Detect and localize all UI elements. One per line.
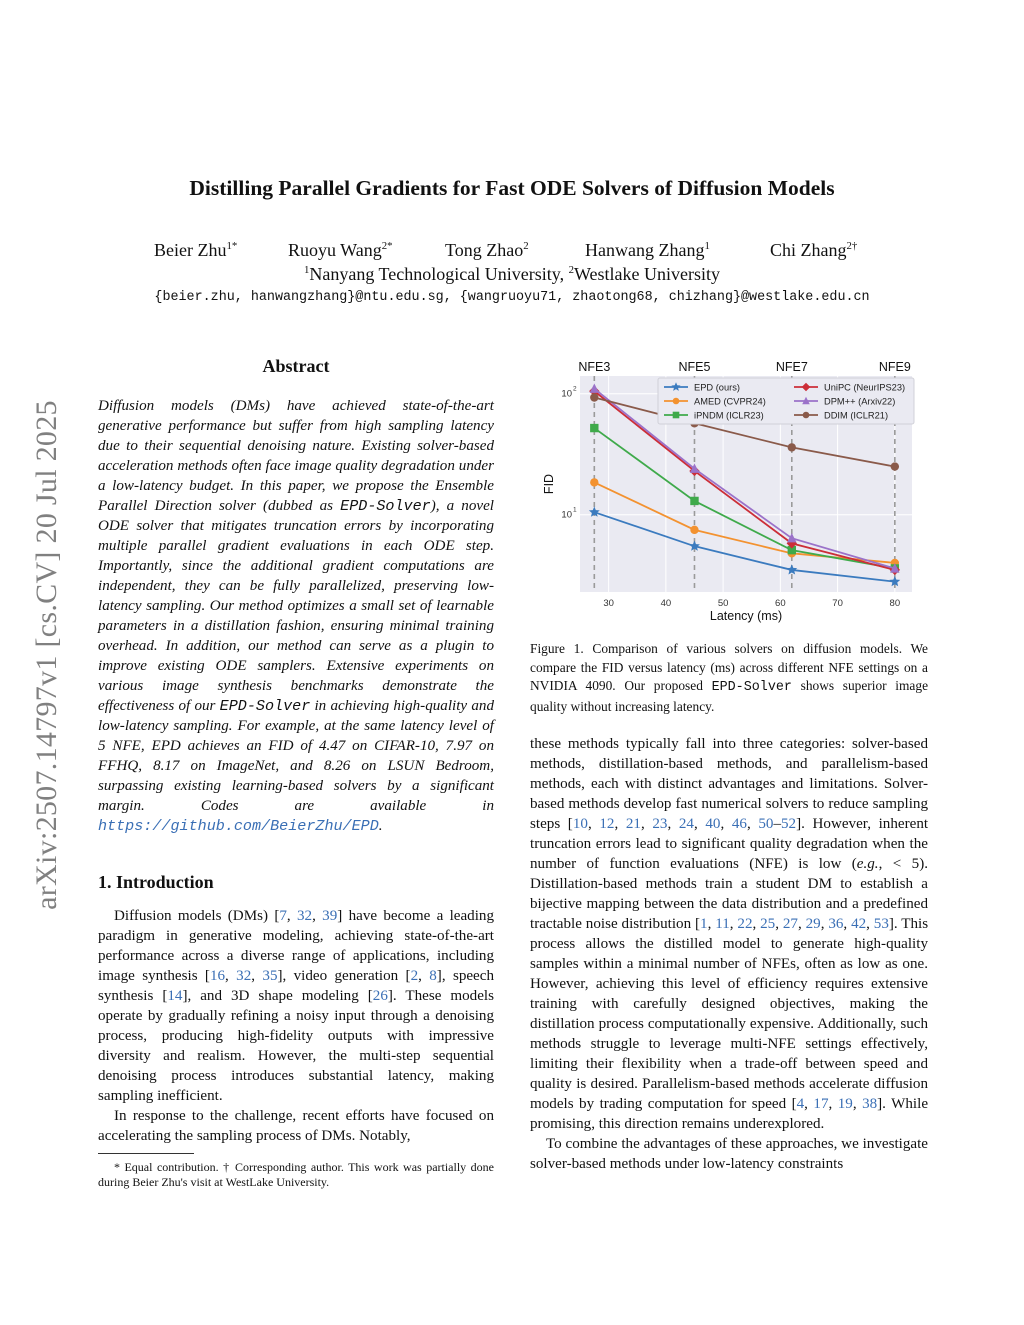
citation-link[interactable]: 24 bbox=[678, 816, 694, 832]
citation-link[interactable]: 8 bbox=[429, 968, 437, 984]
author: Hanwang Zhang$^1$ bbox=[585, 240, 710, 260]
citation-link[interactable]: 23 bbox=[652, 816, 668, 832]
legend-marker bbox=[673, 398, 680, 405]
footnote: * Equal contribution. † Corresponding author. This work was partially done during Beier Zhu's visit at WestLake University. bbox=[98, 1160, 494, 1189]
citation-link[interactable]: 29 bbox=[805, 916, 821, 932]
intro-paragraph: Diffusion models (DMs) [7, 32, 39] have become a leading paradigm in generative modeling, achieving state-of-the-art performance across a diverse range of applications, including image synthesis [16, 32, 35], video generation [2, 8], speech synthesis [14], and 3D shape modeling [26]. These models operate by gradually refining a noisy input through a denoising process, producing high-fidelity outputs with impressive diversity and realism. However, the multi-step sequential denoising process introduces substantial latency, making sampling inefficient. bbox=[98, 908, 495, 1104]
x-tick-label: 60 bbox=[775, 598, 786, 609]
chart-svg bbox=[540, 356, 920, 626]
nfe-label: NFE5 bbox=[678, 360, 711, 374]
right-column bbox=[530, 640, 928, 1174]
footnote-divider bbox=[98, 1153, 194, 1154]
citation-link[interactable]: 10 bbox=[572, 816, 588, 832]
author: Tong Zhao$^2$ bbox=[445, 240, 529, 260]
legend-label: EPD (ours) bbox=[694, 382, 740, 393]
legend-label: DDIM (ICLR21) bbox=[824, 410, 889, 421]
legend-label: AMED (CVPR24) bbox=[694, 396, 766, 407]
citation-link[interactable]: 17 bbox=[813, 1096, 829, 1112]
citation-link[interactable]: 32 bbox=[236, 968, 252, 984]
citation-link[interactable]: 39 bbox=[322, 908, 338, 924]
citation-link[interactable]: 1 bbox=[700, 916, 708, 932]
data-point bbox=[590, 393, 598, 401]
legend-marker bbox=[803, 412, 810, 419]
citation-link[interactable]: 35 bbox=[262, 968, 278, 984]
data-point bbox=[891, 462, 899, 470]
legend-marker bbox=[673, 412, 680, 419]
legend-label: DPM++ (Arxiv22) bbox=[824, 396, 896, 407]
y-tick-label: 10 bbox=[561, 388, 572, 400]
affiliations: $^1$Nanyang Technological University, $^2$Westlake University bbox=[304, 264, 720, 284]
citation-link[interactable]: 42 bbox=[851, 916, 867, 932]
figure-caption: Figure 1. Comparison of various solvers on diffusion models. We compare the FID versus latency (ms) across different NFE settings on a NVIDIA 4090. Our proposed EPD-Solver shows superior image quality without increasing latency. bbox=[530, 641, 929, 714]
x-tick-label: 80 bbox=[889, 598, 901, 609]
data-point bbox=[690, 497, 698, 505]
data-point bbox=[590, 424, 598, 432]
citation-link[interactable]: 7 bbox=[279, 908, 287, 924]
body-paragraph: these methods typically fall into three categories: solver-based methods, distillation-based methods, and parallelism-based methods, each with distinct advantages and limitations. Solver-based methods develop fast numerical solvers to reduce sampling steps [10, 12, 21, 23, 24, 40, 46, 50–52]. However, inherent truncation errors lead to significant quality degradation when the number of function evaluations (NFE) is low (e.g., < 5). Distillation-based methods train a student DM to establish a bijective mapping between the data distribution and a predefined tractable noise distribution [1, 11, 22, 25, 27, 29, 36, 42, 53]. This process allows the distilled model to generate high-quality samples within a minimal number of NFEs, often as low as one. However, achieving this level of efficiency requires extensive training with carefully designed objectives, making the distillation process computationally expensive. Additionally, such methods struggle to leverage multi-NFE settings effectively, limiting their flexibility when a trade-off between speed and quality is desired. Parallelism-based methods accelerate diffusion models by trading computation for speed [4, 17, 19, 38]. While promising, this direction remains underexplored. bbox=[530, 736, 929, 1132]
author: Ruoyu Wang$^{2*}$ bbox=[288, 240, 393, 260]
citation-link[interactable]: 25 bbox=[760, 916, 776, 932]
figure-1-chart bbox=[540, 356, 920, 626]
abstract-text: Diffusion models (DMs) have achieved state-of-the-art generative performance but suffer from high sampling latency due to their sequential denoising nature. Existing solver-based acceleration methods often face image quality degradation under a low-latency budget. In this paper, we propose the Ensemble Parallel Direction solver (dubbed as EPD-Solver), a novel ODE solver that mitigates truncation errors by incorporating multiple parallel gradient evaluations in each ODE step. Importantly, since the additional gradient computations are independent, they can be fully parallelized, preserving low-latency sampling. Our method optimizes a small set of learnable parameters in a distillation fashion, ensuring minimal training overhead. In addition, our method can serve as a plugin to improve existing ODE samplers. Extensive experiments on various image synthesis benchmarks demonstrate the effectiveness of our EPD-Solver in achieving high-quality and low-latency sampling. For example, at the same latency level of 5 NFE, EPD achieves an FID of 4.47 on CIFAR-10, 7.97 on FFHQ, 8.17 on ImageNet, and 8.26 on LSUN Bedroom, surpassing existing learning-based solvers by a significant margin. Codes are available in https://github.com/BeierZhu/EPD. bbox=[98, 398, 494, 835]
citation-link[interactable]: 26 bbox=[372, 988, 388, 1004]
nfe-label: NFE9 bbox=[878, 360, 911, 374]
nfe-label: NFE7 bbox=[775, 360, 808, 374]
author-emails: {beier.zhu, hanwangzhang}@ntu.edu.sg, {wangruoyu71, zhaotong68, chizhang}@westlake.edu.cn bbox=[154, 290, 870, 305]
data-point bbox=[590, 478, 598, 486]
citation-link[interactable]: 50 bbox=[758, 816, 774, 832]
x-tick-label: 70 bbox=[832, 598, 843, 609]
x-tick-label: 30 bbox=[603, 598, 614, 609]
citation-link[interactable]: 11 bbox=[715, 916, 730, 932]
citation-link[interactable]: 14 bbox=[167, 988, 183, 1004]
citation-link[interactable]: 52 bbox=[780, 816, 797, 832]
citation-link[interactable]: 40 bbox=[705, 816, 721, 832]
legend-label: UniPC (NeurIPS23) bbox=[824, 382, 906, 393]
citation-link[interactable]: 2 bbox=[410, 968, 419, 984]
y-tick-exponent: 1 bbox=[573, 506, 577, 514]
citation-link[interactable]: 36 bbox=[828, 916, 844, 932]
y-tick-exponent: 2 bbox=[573, 385, 577, 393]
introduction-heading: 1. Introduction bbox=[98, 872, 214, 892]
nfe-label: NFE3 bbox=[578, 360, 611, 374]
citation-link[interactable]: 53 bbox=[873, 916, 889, 932]
y-tick-label: 10 bbox=[561, 509, 572, 521]
code-link[interactable]: https://github.com/BeierZhu/EPD bbox=[98, 817, 379, 835]
legend-label: iPNDM (ICLR23) bbox=[694, 410, 764, 421]
citation-link[interactable]: 16 bbox=[209, 968, 226, 984]
data-point bbox=[788, 443, 796, 451]
intro-paragraph: In response to the challenge, recent efforts have focused on accelerating the sampling process of DMs. Notably, bbox=[98, 1108, 494, 1144]
abstract-heading: Abstract bbox=[262, 356, 330, 376]
citation-link[interactable]: 32 bbox=[296, 908, 313, 924]
y-axis-label: FID bbox=[542, 473, 556, 495]
citation-link[interactable]: 38 bbox=[862, 1096, 878, 1112]
data-point bbox=[690, 526, 698, 534]
author: Chi Zhang$^{2\dagger}$ bbox=[770, 240, 858, 260]
paper-title: Distilling Parallel Gradients for Fast ODE Solvers of Diffusion Models bbox=[189, 176, 835, 200]
citation-link[interactable]: 22 bbox=[737, 916, 753, 932]
citation-link[interactable]: 21 bbox=[625, 816, 641, 832]
x-tick-label: 50 bbox=[717, 598, 729, 609]
body-paragraph: To combine the advantages of these approaches, we investigate solver-based methods under low-latency constraints bbox=[530, 1136, 928, 1172]
citation-link[interactable]: 27 bbox=[782, 916, 798, 932]
author: Beier Zhu$^{1*}$ bbox=[154, 240, 238, 260]
left-column bbox=[98, 356, 494, 1190]
citation-link[interactable]: 19 bbox=[837, 1096, 853, 1112]
citation-link[interactable]: 4 bbox=[796, 1096, 805, 1112]
x-axis-label: Latency (ms) bbox=[709, 609, 783, 623]
arxiv-identifier: arXiv:2507.14797v1 [cs.CV] 20 Jul 2025 bbox=[30, 400, 63, 910]
citation-link[interactable]: 46 bbox=[731, 816, 747, 832]
x-tick-label: 40 bbox=[660, 598, 672, 609]
citation-link[interactable]: 12 bbox=[599, 816, 615, 832]
